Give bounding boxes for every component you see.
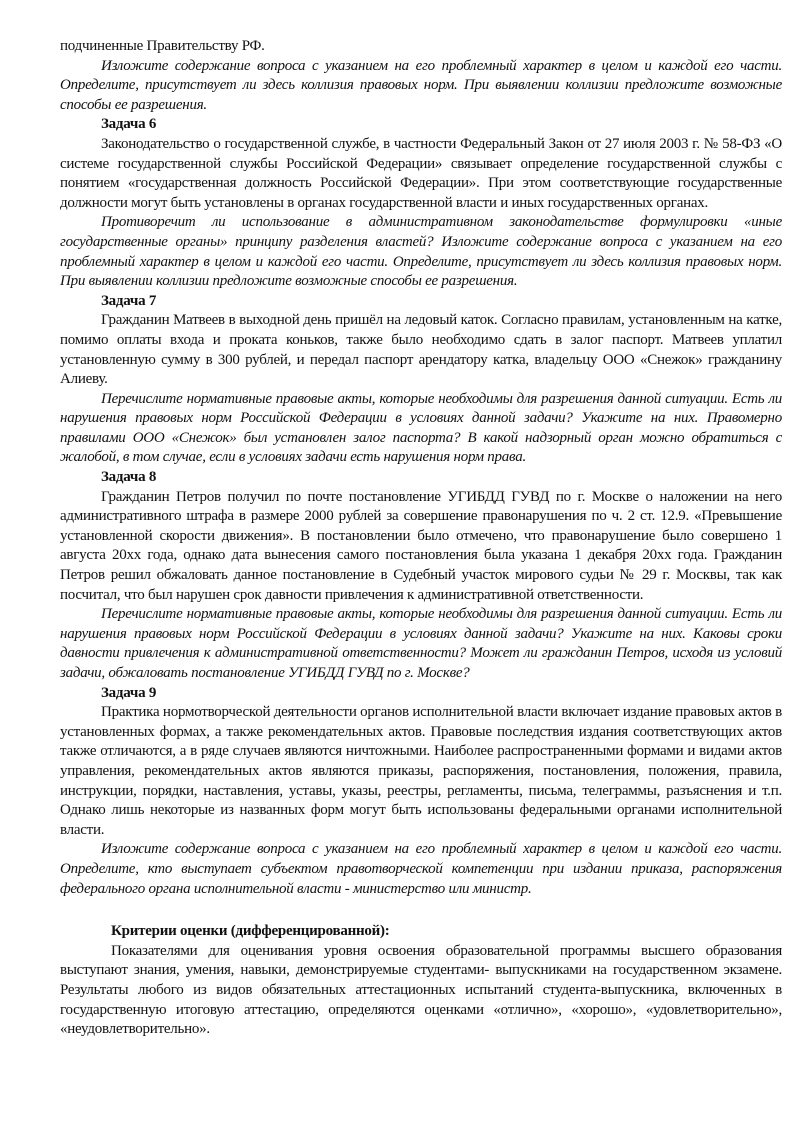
intro-question: Изложите содержание вопроса с указанием на его проблемный характер в целом и каждой его части. Определите, присутствует ли здесь коллизия правовых норм. При выявлении коллизии предложите возможные способы ее разрешения. [60, 57, 782, 113]
task-title: Задача 6 [101, 116, 157, 133]
task-question: Перечислите нормативные правовые акты, которые необходимы для разрешения данной ситуации. Есть ли нарушения правовых норм Российской Федерации в условиях данной задачи? Укажите на них. Правомерно правилами ООО «Снежок» был установлен залог паспорта? В какой надзорный орган можно обратиться с жалобой, в том случае, если в условиях задачи есть нарушения норм права. [60, 390, 782, 466]
task-8 [60, 468, 782, 684]
criteria-body: Показателями для оценивания уровня освоения образовательной программы высшего образования выступают знания, умения, навыки, демонстрируемые студентами- выпускниками на государственном экзамене. Результаты любого из видов обязательных аттестационных испытаний студента-выпускника, включенных в государственную итоговую аттестацию, определяются оценками «отлично», «хорошо», «удовлетворительно», «неудовлетворительно». [60, 942, 782, 1038]
task-title: Задача 9 [101, 684, 157, 701]
task-title: Задача 7 [101, 292, 157, 309]
task-question: Перечислите нормативные правовые акты, которые необходимы для разрешения данной ситуации. Есть ли нарушения правовых норм Российской Федерации в условиях данной задачи? Укажите на них. Каковы сроки давности привлечения к административной ответственности? Может ли гражданин Петров, исходя из условий задачи, обжаловать постановление УГИБДД ГУВД по г. Москве? [60, 606, 782, 681]
task-question: Противоречит ли использование в административном законодательстве формулировки «иные государственные органы» принципу разделения властей? Изложите содержание вопроса с указанием на его проблемный характер в целом и каждой его части. Определите, присутствует ли здесь коллизия правовых норм. При выявлении коллизии предложите возможные способы ее разрешения. [60, 214, 782, 290]
task-body: Гражданин Петров получил по почте постановление УГИБДД ГУВД по г. Москве о наложении на него административного штрафа в размере 2000 рублей за совершение правонарушения по ч. 2 ст. 12.9. «Превышение установленной скорости движения». В постановлении было отмечено, что правонарушение было совершено 1 августа 20хх года, однако дата вынесения самого постановления была указана 1 декабря 20хх года. Гражданин Петров решил обжаловать данное постановление в Судебный участок мирового судьи № 29 г. Москвы, так как посчитал, что был нарушен срок давности привлечения к административной ответственности. [60, 488, 782, 603]
criteria-title: Критерии оценки (дифференцированной): [111, 923, 390, 940]
task-9 [60, 684, 782, 900]
grading-criteria [60, 922, 782, 1040]
task-body: Практика нормотворческой деятельности органов исполнительной власти включает издание правовых актов в установленных формах, а также рекомендательных актов. Правовые последствия издания соответствующих актов также отличаются, а в ряде случаев являются ничтожными. Наиболее распространенными формами и видами актов управления, рекомендательных актов являются приказы, распоряжения, постановления, положения, правила, инструкции, порядки, наставления, уставы, указы, реестры, регламенты, письма, телеграммы, разъяснения и т.п. Однако лишь некоторые из названных форм могут быть использованы федеральными органами исполнительной власти. [60, 704, 782, 838]
task-title: Задача 8 [101, 469, 157, 486]
task-question: Изложите содержание вопроса с указанием на его проблемный характер в целом и каждой его части. Определите, кто выступает субъектом правотворческой компетенции при издании приказа, распоряжения федерального органа исполнительной власти - министерство или министр. [60, 841, 782, 897]
task-6 [60, 115, 782, 291]
task-body: Законодательство о государственной службе, в частности Федеральный Закон от 27 июля 2003 г. № 58-ФЗ «О системе государственной службы Российской Федерации» связывает определение государственной службы с понятием «государственная должность Российской Федерации». При этом соответствующие государственные должности могут быть установлены в органах государственной власти и иных государственных органах. [60, 135, 782, 211]
task-body: Гражданин Матвеев в выходной день пришёл на ледовый каток. Согласно правилам, установленным на катке, помимо оплаты входа и проката коньков, также было необходимо сдать в залог паспорт. Матвеев уплатил установленную сумму в 300 рублей, и передал паспорт арендатору катка, владельцу ООО «Снежок» гражданину Алиеву. [60, 312, 782, 388]
intro-line: подчиненные Правительству РФ. [60, 38, 265, 54]
task-7 [60, 292, 782, 468]
document-page [60, 37, 782, 1040]
